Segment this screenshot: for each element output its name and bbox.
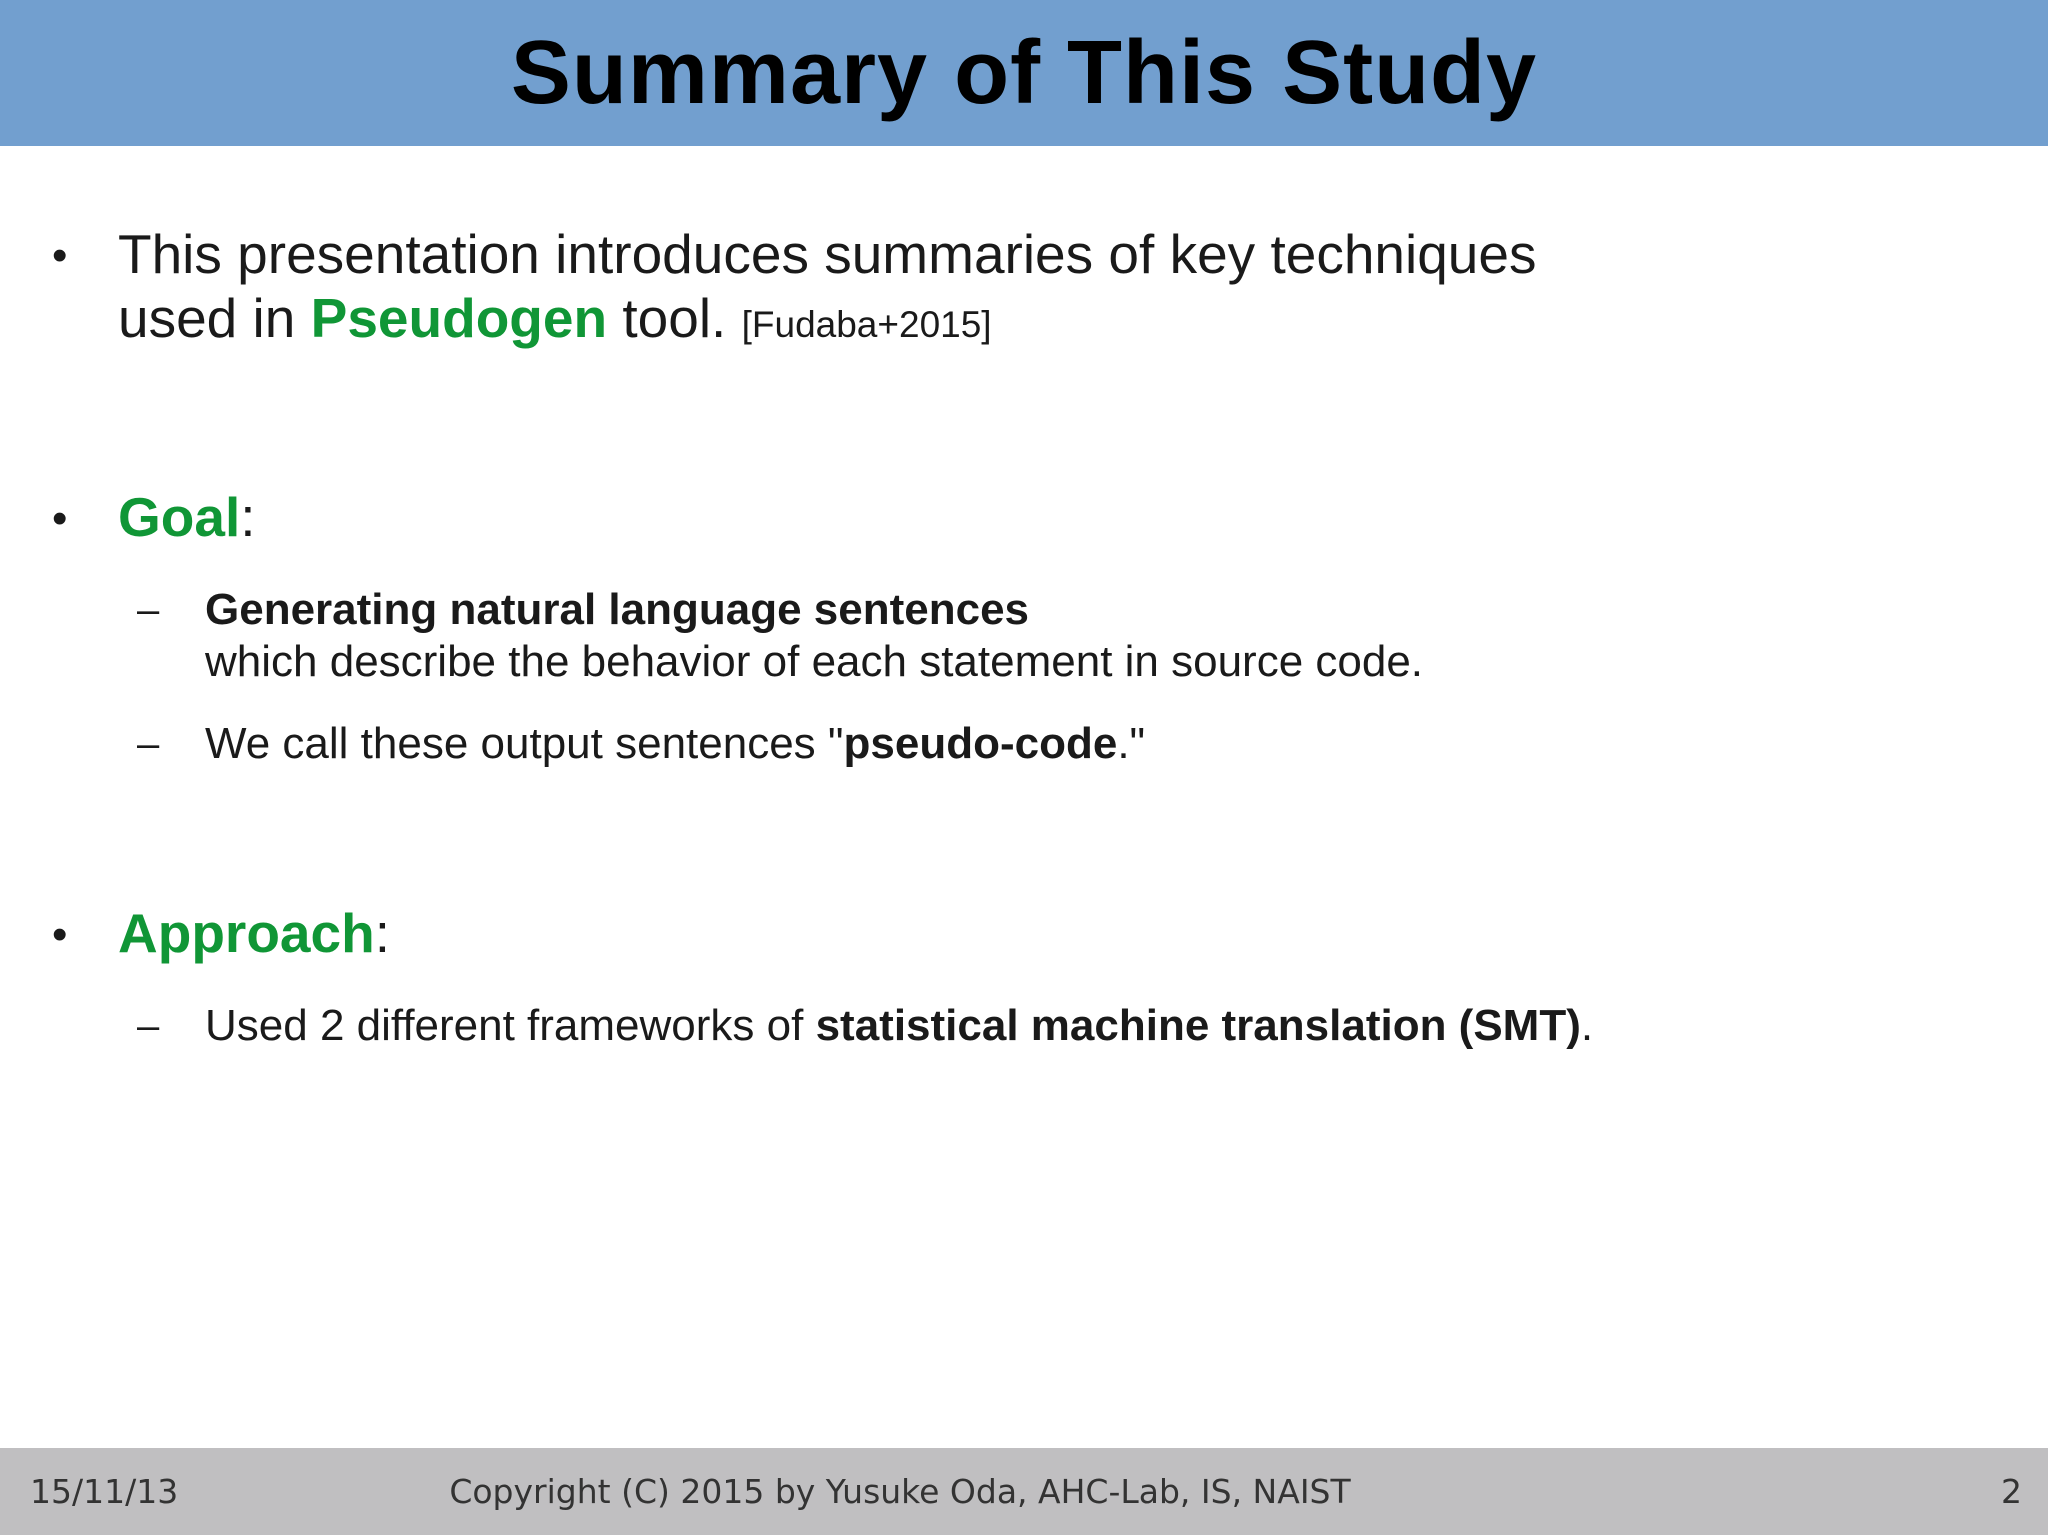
smt-term: statistical machine translation (SMT) [815,1001,1581,1050]
approach-label: Approach [118,902,375,964]
goal-item-2-text [205,718,1145,770]
approach-item-1-text [205,1000,1593,1052]
dash-marker: – [137,722,160,766]
footer-copyright: Copyright (C) 2015 by Yusuke Oda, AHC-Lab, IS, NAIST [449,1472,1351,1511]
slide-title: Summary of This Study [510,22,1538,123]
citation: [Fudaba+2015] [741,304,992,345]
goal-item-1-bold: Generating natural language sentences [205,585,1030,634]
goal-label: Goal [118,486,241,548]
goal-heading [118,485,256,549]
line2-prefix: used in [118,287,311,349]
goal-colon: : [240,486,256,548]
goal-item-2-prefix: We call these output sentences " [205,719,844,768]
page-number: 2 [2001,1472,2022,1511]
approach-item-1-prefix: Used 2 different frameworks of [205,1001,816,1050]
bullet-marker: • [52,910,68,959]
approach-heading [118,901,390,965]
footer-date: 15/11/13 [30,1472,179,1511]
dash-marker: – [137,588,160,632]
approach-colon: : [374,902,390,964]
approach-item-1-suffix: . [1580,1001,1594,1050]
goal-item-2-suffix: ." [1117,719,1146,768]
goal-item-1-line2: which describe the behavior of each statement in source code. [205,637,1424,686]
dash-marker: – [137,1004,160,1048]
line2-suffix: tool. [607,287,742,349]
bullet-marker: • [52,494,68,543]
footer-bar [0,1448,2048,1535]
pseudo-code-term: pseudo-code [843,719,1118,768]
bullet-intro-line2 [118,286,1536,357]
goal-item-1-text [205,584,1423,688]
bullet-marker: • [52,231,68,280]
bullet-intro-text [118,222,1536,357]
bullet-intro-line1: This presentation introduces summaries of key techniques [118,223,1537,285]
tool-name: Pseudogen [310,287,608,349]
